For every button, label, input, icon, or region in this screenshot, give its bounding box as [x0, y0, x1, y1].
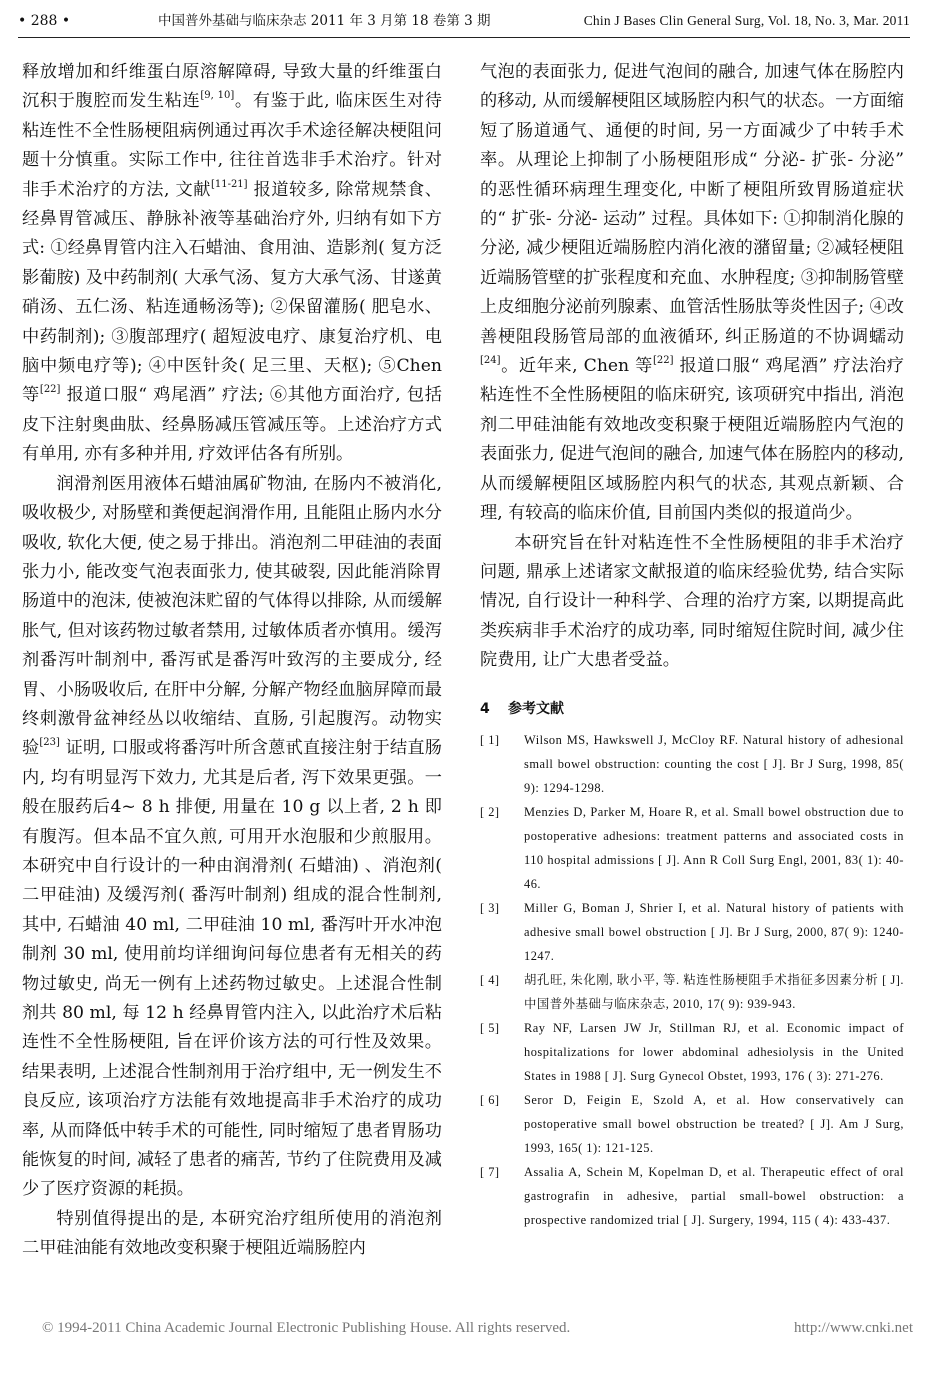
- citation: [9, 10]: [200, 90, 235, 102]
- reference-item: [480, 968, 904, 1016]
- reference-text: Miller G, Boman J, Shrier I, et al. Natural history of patients with adhesive small bowel obstruction [ J]. Br J Surg, 2000, 87( 9): 1240-1247.: [524, 900, 904, 963]
- reference-number: [ 7]: [480, 1164, 500, 1179]
- reference-item: [480, 800, 904, 896]
- paragraph: [22, 1205, 442, 1264]
- citation: [24]: [480, 355, 501, 367]
- text-run: 润滑剂医用液体石蜡油属矿物油, 在肠内不被消化, 吸收极少, 对肠壁和粪便起润滑作用, 且能阻止肠内水分吸收, 软化大便, 使之易于排出。消泡剂二甲硅油的表面张力小, 能改变气泡表面张力, 使其破裂, 因此能消除胃肠道中的泡沫, 使被泡沫贮留的气体得以排除, 从而缓解胀气, 但对该药物过敏者禁用, 过敏体质者亦慎用。缓泻剂番泻叶制剂中, 番泻甙是番泻叶致泻的主要成分, 经胃、小肠吸收后, 在肝中分解, 分解产物经血脑屏障而最终刺激骨盆神经丛以收缩结、直肠, 引起腹泻。动物实验: [22, 473, 442, 759]
- text-run: 报道口服“ 鸡尾酒” 疗法; ⑥其他方面治疗, 包括皮下注射奥曲肽、经鼻肠减压管减压等。上述治疗方式有单用, 亦有多种并用, 疗效评估各有所别。: [22, 385, 442, 465]
- reference-item: [480, 1088, 904, 1160]
- text-run: 特别值得提出的是, 本研究治疗组所使用的消泡剂二甲硅油能有效地改变积聚于梗阻近端肠腔内: [22, 1208, 442, 1259]
- text-run: 证明, 口服或将番泻叶所含蒽甙直接注射于结直肠内, 均有明显泻下效力, 尤其是后者, 泻下效果更强。一般在服药后4~ 8 h 排便, 用量在 10 g 以上者, 2 h 即有腹泻。但本品不宜久煎, 可用开水泡服和少煎服用。本研究中自行设计的一种由润滑剂( 石蜡油) 、消泡剂( 二甲硅油) 及缓泻剂( 番泻叶制剂) 组成的混合性制剂, 其中, 石蜡油 40 ml, 二甲硅油 10 ml, 番泻叶开水冲泡制剂 30 ml, 使用前均详细询问每位患者有无相关的药物过敏史, 尚无一例有上述药物过敏史。上述混合性制剂共 80 ml, 每 12 h 经鼻胃管内注入, 以此治疗术后粘连性不全性肠梗阻, 旨在评价该方法的可行性及效果。结果表明, 上述混合性制剂用于治疗组中, 无一例发生不良反应, 该项治疗方法能有效地提高非手术治疗的成功率, 从而降低中转手术的可能性, 同时缩短了患者胃肠功能恢复的时间, 减轻了患者的痛苦, 节约了住院费用及减少了医疗资源的耗损。: [22, 738, 442, 1200]
- reference-item: [480, 728, 904, 800]
- reference-text: Menzies D, Parker M, Hoare R, et al. Small bowel obstruction due to postoperative adhesions: treatment patterns and associated costs in 110 hospital admissions [ J]. Ann R Coll Surg Engl, 2001, 83( 1): 40-46.: [524, 804, 904, 891]
- page-number: • 288 •: [18, 13, 71, 29]
- section-title: 参考文献: [508, 700, 564, 717]
- citation: [22]: [652, 355, 674, 367]
- citation: [22]: [39, 384, 61, 396]
- paragraph: [480, 58, 904, 529]
- running-header: [18, 8, 910, 34]
- reference-text: 胡孔旺, 朱化刚, 耿小平, 等. 粘连性肠梗阻手术指征多因素分析 [ J]. 中国普外基础与临床杂志, 2010, 17( 9): 939-943.: [524, 972, 904, 1011]
- header-divider: [18, 37, 910, 38]
- reference-text: Assalia A, Schein M, Kopelman D, et al. Therapeutic effect of oral gastrografin in adhesive, partial small-bowel obstruction: a prospective randomized trial [ J]. Surgery, 1994, 115 ( 4): 433-437.: [524, 1164, 904, 1227]
- reference-item: [480, 896, 904, 968]
- reference-item: [480, 1016, 904, 1088]
- text-run: 气泡的表面张力, 促进气泡间的融合, 加速气体在肠腔内的移动, 从而缓解梗阻区域肠腔内积气的状态。一方面缩短了肠道通气、通便的时间, 另一方面减少了中转手术率。从理论上抑制了小肠梗阻形成“ 分泌- 扩张- 分泌” 的恶性循环病理生理变化, 中断了梗阻所致胃肠道症状的“ 扩张- 分泌- 运动” 过程。具体如下: ①抑制消化腺的分泌, 减少梗阻近端肠腔内消化液的潴留量; ②减轻梗阻近端肠管壁的扩张程度和充血、水肿程度; ③抑制肠管壁上皮细胞分泌前列腺素、血管活性肠肽等炎性因子; ④改善梗阻段肠管局部的血液循环, 纠正肠道的不协调蠕动: [480, 62, 904, 347]
- paragraph: [22, 58, 442, 470]
- text-run: 。近年来, Chen 等: [500, 356, 653, 377]
- reference-number: [ 5]: [480, 1020, 500, 1035]
- reference-list: [480, 728, 904, 1232]
- left-body-text: [22, 58, 442, 1264]
- journal-title-en: Chin J Bases Clin General Surg, Vol. 18, No. 3, Mar. 2011: [583, 13, 910, 28]
- reference-number: [ 3]: [480, 900, 500, 915]
- text-run: 报道口服“ 鸡尾酒” 疗法治疗粘连性不全性肠梗阻的临床研究, 该项研究中指出, 消泡剂二甲硅油能有效地改变积聚于梗阻近端肠腔内气泡的表面张力, 促进气泡间的融合, 加速气体在肠腔内的移动, 从而缓解梗阻区域肠腔内积气的状态, 其观点新颖、合理, 有较高的临床价值, 目前国内类似的报道尚少。: [480, 356, 904, 524]
- site-link[interactable]: http://www.cnki.net: [793, 1320, 913, 1336]
- copyright-footer: [18, 1320, 913, 1342]
- reference-text: Ray NF, Larsen JW Jr, Stillman RJ, et al. Economic impact of hospitalizations for lower abdominal adhesiolysis in the United States in 1988 [ J]. Surg Gynecol Obstet, 1993, 176 ( 3): 271-276.: [524, 1020, 904, 1083]
- reference-item: [480, 1160, 904, 1232]
- reference-number: [ 4]: [480, 972, 500, 987]
- right-body-text: [480, 58, 904, 676]
- paragraph: [480, 529, 904, 676]
- citation: [23]: [39, 737, 60, 749]
- text-run: 报道较多, 除常规禁食、经鼻胃管减压、静脉补液等基础治疗外, 归纳有如下方式: ①经鼻胃管内注入石蜡油、食用油、造影剂( 复方泛影葡胺) 及中药制剂( 大承气汤、复方大承气汤、甘遂黄硝汤、五仁汤、粘连通畅汤等); ②保留灌肠( 肥皂水、中药制剂); ③腹部理疗( 超短波电疗、康复治疗机、电脑中频电疗等); ④中医针灸( 足三里、天枢); ⑤Chen 等: [22, 179, 442, 406]
- left-column: [22, 58, 442, 1328]
- reference-text: Wilson MS, Hawkswell J, McCloy RF. Natural history of adhesional small bowel obstruction: counting the cost [ J]. Br J Surg, 1998, 85( 9): 1294-1298.: [524, 732, 904, 795]
- references-heading: [480, 698, 904, 718]
- right-column: [480, 58, 904, 1232]
- reference-text: Seror D, Feigin E, Szold A, et al. How conservatively can postoperative small bowel obstruction be treated? [ J]. Am J Surg, 1993, 165( 1): 121-125.: [524, 1092, 904, 1155]
- reference-number: [ 2]: [480, 804, 500, 819]
- citation: [11-21]: [210, 178, 248, 190]
- reference-number: [ 1]: [480, 732, 500, 747]
- reference-number: [ 6]: [480, 1092, 500, 1107]
- paragraph: [22, 470, 442, 1205]
- text-run: 。有鉴于此, 临床医生对待粘连性不全性肠梗阻病例通过再次手术途径解决梗阻问题十分慎重。实际工作中, 往往首选非手术治疗。针对非手术治疗的方法, 文献: [22, 91, 442, 200]
- journal-title-cn: 中国普外基础与临床杂志 2011 年 3 月第 18 卷第 3 期: [158, 13, 491, 29]
- text-run: 本研究旨在针对粘连性不全性肠梗阻的非手术治疗问题, 鼎承上述诸家文献报道的临床经验优势, 结合实际情况, 自行设计一种科学、合理的治疗方案, 以期提高此类疾病非手术治疗的成功率, 同时缩短住院时间, 减少住院费用, 让广大患者受益。: [480, 532, 904, 671]
- text-run: 释放增加和纤维蛋白原溶解障碍, 导致大量的纤维蛋白沉积于腹腔而发生粘连: [22, 62, 442, 112]
- section-number: 4: [480, 700, 490, 717]
- copyright-text: © 1994-2011 China Academic Journal Electronic Publishing House. All rights reserved.: [42, 1320, 571, 1336]
